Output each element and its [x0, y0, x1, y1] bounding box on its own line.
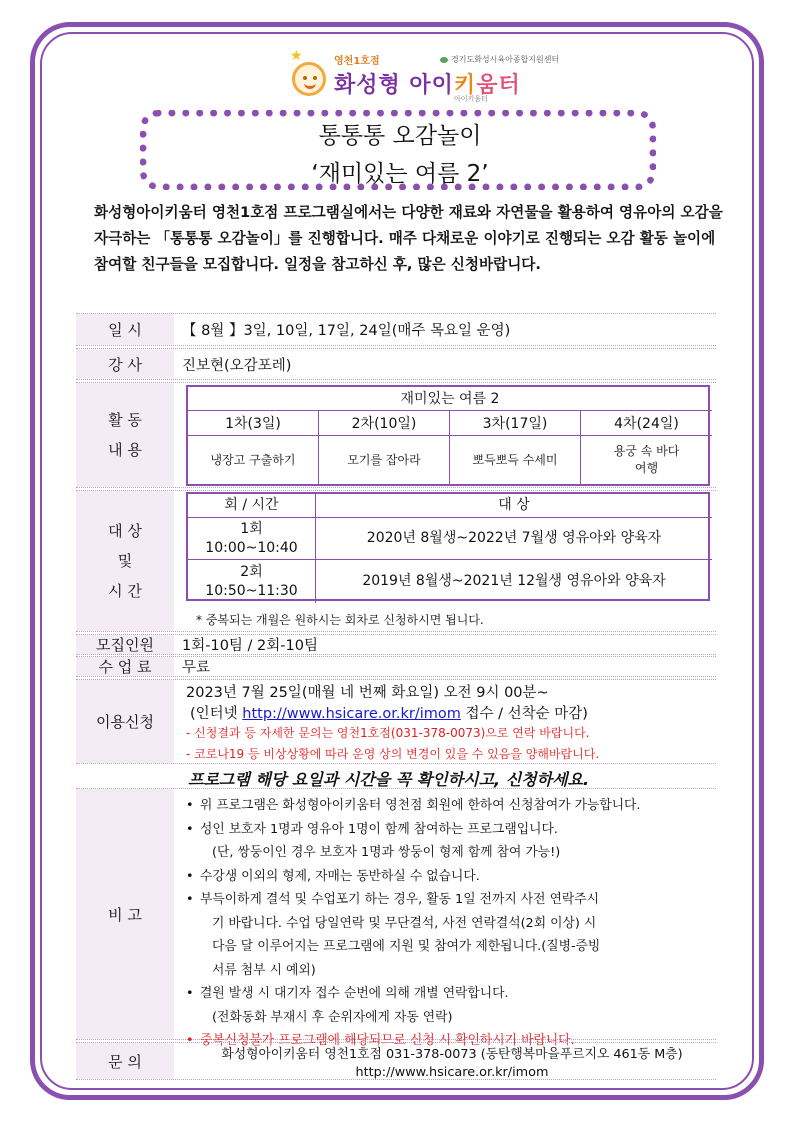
- session-content: 용궁 속 바다여행: [613, 444, 680, 475]
- apply-link[interactable]: http://www.hsicare.or.kr/imom: [242, 706, 461, 722]
- list-item: • 결원 발생 시 대기자 접수 순번에 의해 개별 연락합니다.: [186, 986, 509, 1001]
- list-item: • 위 프로그램은 화성형아이키움터 영천점 회원에 한하여 신청참여가 가능합니다.: [186, 798, 641, 813]
- session-target: 2020년 8월생~2022년 7월생 영유아와 양육자: [316, 518, 712, 560]
- list-item: 다음 달 이루어지는 프로그램에 지원 및 참여가 제한됩니다.(질병-증빙: [212, 939, 601, 954]
- session-target: 2019년 8월생~2021년 12월생 영유아와 양육자: [362, 573, 666, 589]
- list-item: • 수강생 이외의 형제, 자매는 동반하실 수 없습니다.: [186, 868, 480, 884]
- session-content: 뽀득뽀득 수세미: [450, 436, 581, 484]
- list-item: • 중복신청불가 프로그램에 해당되므로 신청 시 확인하시기 바랍니다.: [186, 1033, 575, 1048]
- recruit-value: 1회-10팀 / 2회-10팀: [182, 638, 318, 654]
- instructor-value: 진보현(오감포레): [182, 357, 292, 374]
- contact-info: [182, 1046, 722, 1082]
- intro-paragraph: 화성형아이키움터 영천1호점 프로그램실에서는 다양한 재료와 자연물을 활용하여 영유아의 오감을 자극하는 「통통통 오감놀이」를 진행합니다. 매주 다채로운 이야기로 진행되는 오감 활동 놀이에 참여할 친구들을 모집합니다. 일정을 참고하신 후, 많은 신청바랍니다.: [94, 204, 723, 273]
- session-content: 냉장고 구출하기: [188, 436, 319, 484]
- logo-sub-text: 아이키움터: [454, 95, 488, 103]
- session-title: 1차(3일): [188, 411, 319, 436]
- session-title: 3차(17일): [450, 411, 581, 436]
- session-title: 4차(24일): [581, 411, 712, 436]
- title-line-2: ‘재미있는 여름 2’: [311, 161, 489, 187]
- leaf-icon: [440, 57, 448, 63]
- apply-label: 이용신청: [76, 680, 174, 763]
- emphasis-notice: 프로그램 해당 요일과 시간을 꼭 확인하시고, 신청하세요.: [188, 770, 590, 789]
- target-note: * 중복되는 개월은 원하시는 회차로 신청하시면 됩니다.: [196, 613, 484, 627]
- schedule-value: 【 8월 】3일, 10일, 17일, 24일(매주 목요일 운영): [182, 323, 511, 339]
- apply-note-covid: - 코로나19 등 비상상황에 따라 운영 상의 변경이 있을 수 있음을 양해바랍니다.: [186, 747, 600, 761]
- apply-note-inquiry: - 신청결과 등 자세한 문의는 영천1호점(031-378-0073)으로 연락 바랍니다.: [186, 726, 590, 740]
- remarks-label: 비 고: [76, 789, 174, 1039]
- fee-value: 무료: [182, 660, 211, 676]
- list-item: 서류 첨부 시 예외): [212, 962, 316, 978]
- recruit-label: 모집인원: [76, 635, 174, 654]
- session-time: 1회 10:00~10:40: [188, 518, 316, 560]
- contact-address: 화성형아이키움터 영천1호점 031-378-0073 (동탄행복마을푸르지오 461동 M층): [221, 1047, 683, 1062]
- star-icon: ★: [290, 48, 303, 64]
- activity-header: 재미있는 여름 2: [188, 387, 712, 411]
- fee-row: [76, 656, 716, 677]
- contact-label: 문 의: [76, 1043, 174, 1079]
- apply-start: 2023년 7월 25일(매월 네 번째 화요일) 오전 9시 00분~: [186, 685, 549, 701]
- list-item: (단, 쌍둥이인 경우 보호자 1명과 쌍둥이 형제 함께 참여 가능!): [212, 845, 561, 860]
- fee-label: 수 업 료: [76, 657, 174, 676]
- instructor-label: 강 사: [76, 349, 174, 379]
- schedule-label: 일 시: [76, 314, 174, 345]
- contact-url: http://www.hsicare.or.kr/imom: [355, 1065, 549, 1080]
- target-table: [186, 492, 710, 601]
- instructor-row: [76, 348, 716, 380]
- logo-org-tag: 경기도화성시육아종합지원센터: [440, 54, 559, 65]
- logo-branch-text: 영천1호점: [334, 56, 380, 67]
- list-item: (전화동화 부재시 후 순위자에게 자동 연락): [212, 1009, 453, 1025]
- target-column-header: 대 상: [316, 494, 712, 518]
- target-label: 대 상 및 시 간: [76, 491, 174, 631]
- smiley-face-icon: [292, 62, 326, 96]
- activity-label: 활 동 내 용: [76, 383, 174, 487]
- list-item: • 부득이하게 결석 및 수업포기 하는 경우, 활동 1일 전까지 사전 연락주시: [186, 892, 600, 907]
- time-column-header: 회 / 시간: [188, 494, 316, 518]
- logo: [290, 48, 560, 105]
- logo-main-text: 화성형 아이키움터: [334, 73, 521, 98]
- remarks-list: [186, 794, 716, 1053]
- title-line-1: 통통통 오감놀이: [318, 123, 482, 149]
- schedule-row: [76, 313, 716, 346]
- list-item: • 성인 보호자 1명과 영유아 1명이 함께 참여하는 프로그램입니다.: [186, 821, 558, 837]
- list-item: 기 바랍니다. 수업 당일연락 및 무단결석, 사전 연락결석(2회 이상) 시: [212, 915, 597, 931]
- activity-table: [186, 385, 710, 486]
- recruit-row: [76, 634, 716, 655]
- session-time: 2회 10:50~11:30: [188, 560, 316, 603]
- session-content: 모기를 잡아라: [319, 436, 450, 484]
- apply-method: (인터넷 http://www.hsicare.or.kr/imom 접수 / 선착순 마감): [190, 706, 588, 722]
- session-title: 2차(10일): [319, 411, 450, 436]
